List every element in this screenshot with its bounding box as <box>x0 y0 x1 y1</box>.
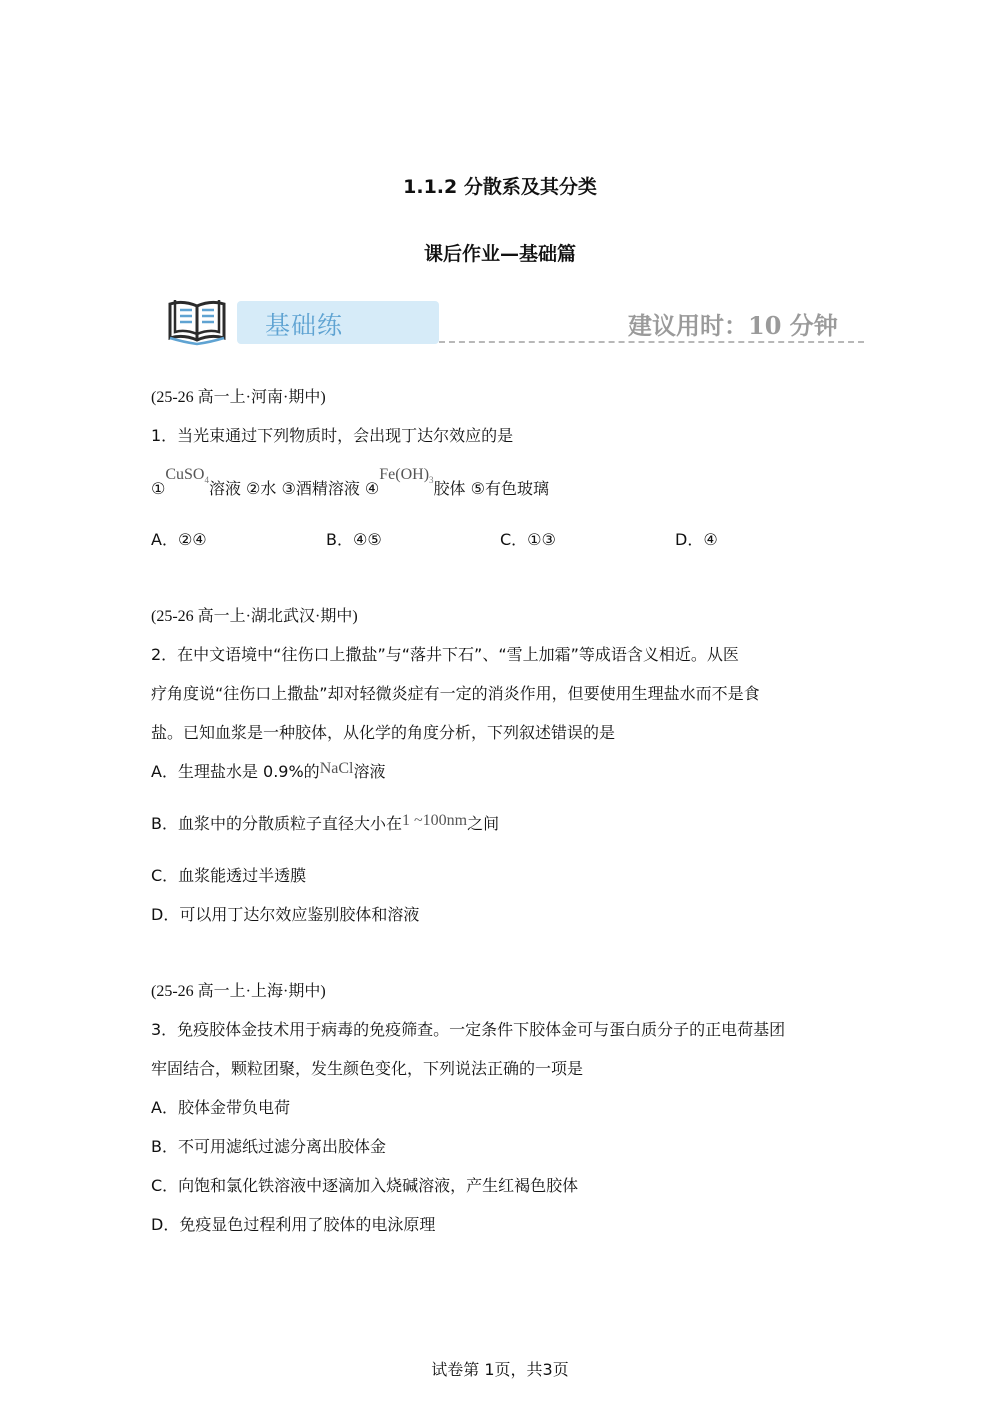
feoh3-formula: $Fe(OH)_3$ <box>379 466 434 486</box>
suggested-time <box>628 306 838 341</box>
question-2-option-b: B．血浆中的分散质粒子直径大小在1 ~100nm之间 <box>151 812 500 833</box>
question-3-stem-line-2: 牢固结合，颗粒团聚，发生颜色变化，下列说法正确的一项是 <box>151 1059 584 1078</box>
cuso4-formula: CuSO$_4$ <box>165 466 209 486</box>
question-1-option-c: C．①③ <box>500 530 556 549</box>
page-subtitle: 课后作业—基础篇 <box>423 243 576 265</box>
question-1-stem: 1．当光束通过下列物质时，会出现丁达尔效应的是 <box>151 426 514 445</box>
question-3-option-c: C．向饱和氯化铁溶液中逐滴加入烧碱溶液，产生红褐色胶体 <box>151 1176 579 1195</box>
question-2-stem-line-2: 疗角度说“往伤口上撒盐”却对轻微炎症有一定的消炎作用，但要使用生理盐水而不是食 <box>151 684 760 703</box>
question-3-source: (25-26 高一上·上海·期中) <box>151 983 326 1000</box>
question-3-option-d: D．免疫显色过程利用了胶体的电泳原理 <box>151 1215 436 1234</box>
page-title: 1.1.2 分散系及其分类 <box>403 176 597 198</box>
question-1-source: (25-26 高一上·河南·期中) <box>151 389 326 406</box>
question-2-stem-line-1: 2．在中文语境中“往伤口上撒盐”与“落井下石”、“雪上加霜”等成语含义相近。从医 <box>151 645 739 664</box>
nacl-formula: NaCl <box>319 760 354 777</box>
question-1-items <box>151 466 549 500</box>
question-3-stem-line-1: 3．免疫胶体金技术用于病毒的免疫筛查。一定条件下胶体金可与蛋白质分子的正电荷基团 <box>151 1020 786 1039</box>
size-range-formula: 1 ~100nm <box>401 812 468 829</box>
items-text-end: 胶体 ⑤有色玻璃 <box>433 479 549 498</box>
question-3-option-b: B．不可用滤纸过滤分离出胶体金 <box>151 1137 386 1156</box>
time-value: 10 <box>748 311 782 340</box>
section-label: 基础练 <box>265 311 344 340</box>
item-marker: ① <box>151 479 166 498</box>
items-text: 溶液 ②水 ③酒精溶液 ④ <box>208 479 380 498</box>
question-1-option-d: D．④ <box>675 530 718 549</box>
time-prefix: 建议用时： <box>628 311 748 340</box>
question-2-option-d: D．可以用丁达尔效应鉴别胶体和溶液 <box>151 905 420 924</box>
page-footer: 试卷第 1页，共3页 <box>431 1360 569 1379</box>
question-3-option-a: A．胶体金带负电荷 <box>151 1098 290 1117</box>
question-2-option-c: C．血浆能透过半透膜 <box>151 866 307 885</box>
question-1-option-b: B．④⑤ <box>326 530 382 549</box>
question-2-option-a: A．生理盐水是 0.9%的NaCl溶液 <box>151 760 386 781</box>
question-1-option-a: A．②④ <box>151 530 207 549</box>
time-unit: 分钟 <box>789 311 838 340</box>
open-book-icon <box>166 296 228 346</box>
banner-divider <box>439 341 864 343</box>
question-2-source: (25-26 高一上·湖北武汉·期中) <box>151 608 358 625</box>
question-2-stem-line-3: 盐。已知血浆是一种胶体，从化学的角度分析，下列叙述错误的是 <box>151 723 616 742</box>
